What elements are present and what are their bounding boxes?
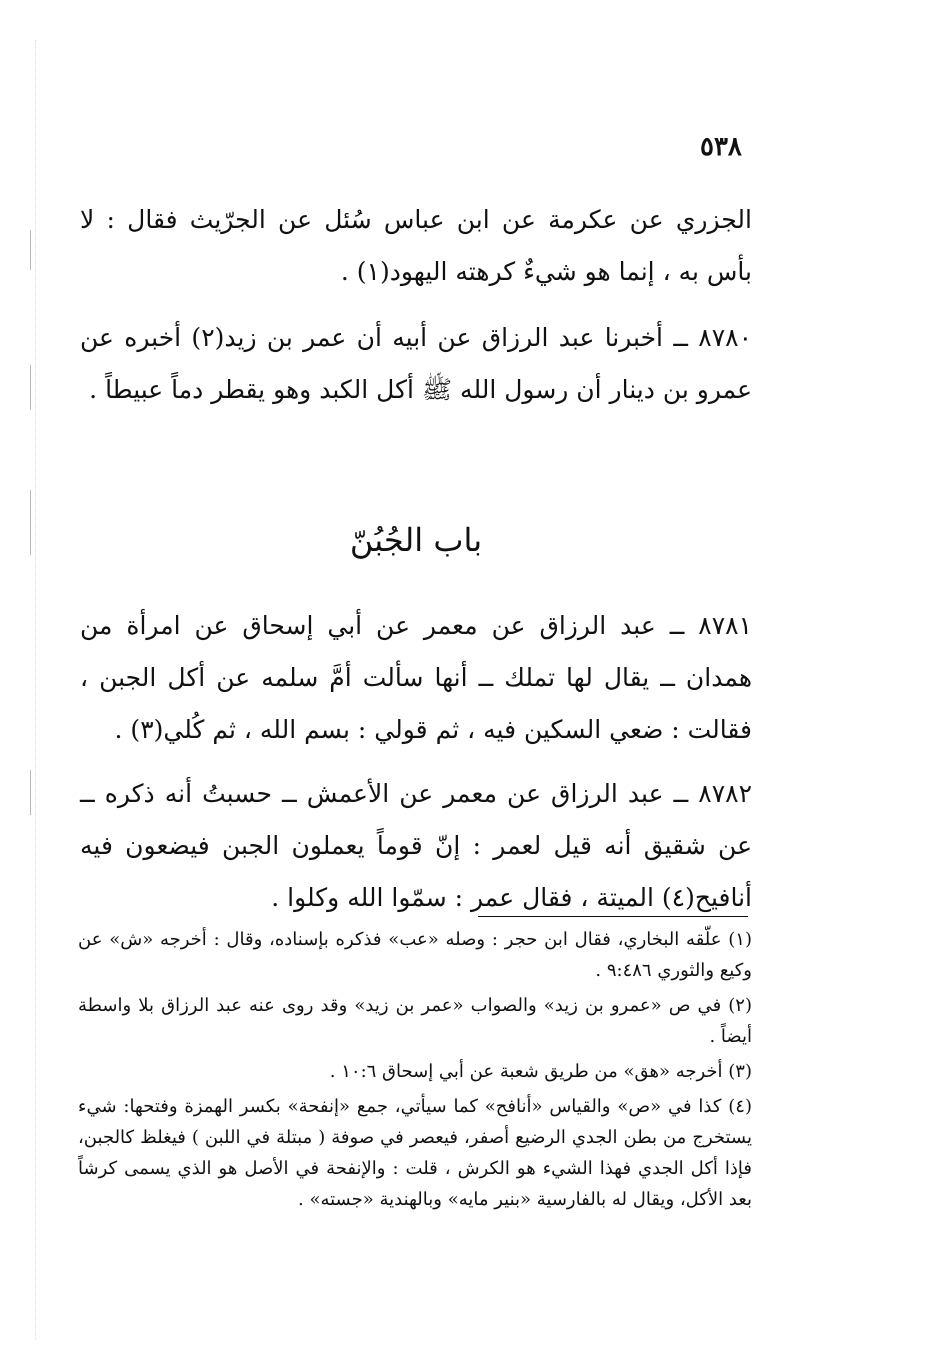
footnote-1: (١) علّقه البخاري، فقال ابن حجر : وصله «عب» فذكره بإسناده، وقال : أخرجه «ش» عن وكيع والثوري ٩:٤٨٦ .	[78, 929, 752, 981]
paragraph-continuation: الجزري عن عكرمة عن ابن عباس سُئل عن الجرّيث فقال : لا بأس به ، إنما هو شيءٌ كرهته اليهود(١) .	[80, 205, 752, 286]
page-number: ٥٣٨	[700, 132, 742, 162]
margin-mark-2	[30, 365, 31, 410]
paragraph-8781: ٨٧٨١ ــ عبد الرزاق عن معمر عن أبي إسحاق عن امرأة من همدان ــ يقال لها تملك ــ أنها سألت أمَّ سلمه عن أكل الجبن ، فقالت : ضعي السكين فيه ، ثم قولي : بسم الله ، ثم كُلي(٣) .	[80, 611, 753, 744]
section-heading: باب الجُبُنّ	[349, 521, 483, 559]
paragraph-8782: ٨٧٨٢ ــ عبد الرزاق عن معمر عن الأعمش ــ حسبتُ أنه ذكره ــ عن شقيق أنه قيل لعمر : إنّ قوماً يعملون الجبن فيضعون فيه أنافيح(٤) الميتة ، فقال عمر : سمّوا الله وكلوا .	[80, 779, 752, 912]
margin-mark-3	[30, 490, 31, 555]
footnote-3: (٣) أخرجه «هق» من طريق شعبة عن أبي إسحاق ١٠:٦ .	[329, 1061, 752, 1082]
footnote-divider	[478, 916, 748, 917]
margin-mark-4	[30, 770, 31, 815]
paragraph-8780: ٨٧٨٠ ــ أخبرنا عبد الرزاق عن أبيه أن عمر بن زيد(٢) أخبره عن عمرو بن دينار أن رسول الله ﷺ أكل الكبد وهو يقطر دماً عبيطاً .	[80, 323, 753, 404]
footnote-2: (٢) في ص «عمرو بن زيد» والصواب «عمر بن زيد» وقد روى عنه عبد الرزاق بلا واسطة أيضاً .	[78, 995, 752, 1047]
footnotes	[78, 924, 752, 1219]
footnote-4: (٤) كذا في «ص» والقياس «أنافح» كما سيأتي، جمع «إنفحة» بكسر الهمزة وفتحها: شيء يستخرج من بطن الجدي الرضيع أصفر، فيعصر في صوفة ( مبتلة في اللبن ) فيغلظ كالجبن، فإذا أكل الجدي فهذا الشيء هو الكرش ، قلت : والإنفحة في الأصل هو الذي يسمى كرشاً بعد الأكل، ويقال له بالفارسية «بنير مايه» وبالهندية «جسته» .	[78, 1096, 752, 1210]
margin-mark-1	[30, 230, 31, 270]
margin-dotted-line	[35, 40, 36, 1340]
